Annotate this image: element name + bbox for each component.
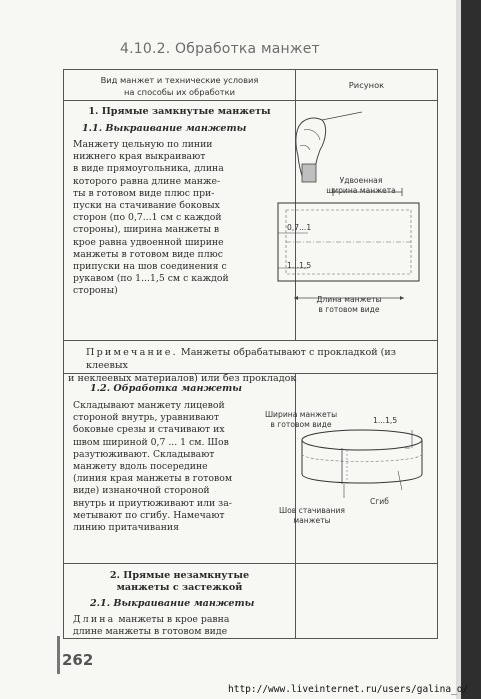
row-divider <box>64 563 437 564</box>
subsection-heading: 1.1. Выкраивание манжеты <box>82 123 247 134</box>
cuff-ring-figure <box>292 426 432 516</box>
book-spine-edge <box>461 0 481 699</box>
row-divider <box>64 340 437 341</box>
section-text: Складывают манжету лицевой стороной внутрь, уравнивают боковые срезы и стачивают их швом шириной 0,7 ... 1 см. Шов разутюживают. Складывают манжету вдоль посередине (линия края манжеты в готовом виде) изнаночной стороной внутрь и приутюживают или за- метывают по сгибу. Намечают линию притачивания <box>73 400 233 534</box>
header-col-figure: Рисунок <box>348 80 385 90</box>
note-text: Примечание. Манжеты обрабатывают с прокладкой (из клеевых и неклеевых материалов) или без прокладок <box>68 347 397 384</box>
label-seam-allowance: 0,7...1 <box>287 223 312 232</box>
subsection-heading: 1.2. Обработка манжеты <box>90 383 242 394</box>
page-number-bar <box>57 636 60 674</box>
instructions-table <box>63 69 438 639</box>
label-fold: Сгиб <box>370 497 389 506</box>
footer-url[interactable]: http://www.liveinternet.ru/users/galina_o/ <box>228 684 469 695</box>
label-double-width: Удвоенная ширина манжета <box>326 176 396 195</box>
label-attach-allowance: 1...1,5 <box>287 261 312 270</box>
section-text: Длина манжеты в крое равна длине манжеты в готовом виде <box>73 614 230 638</box>
page-title: 4.10.2. Обработка манжет <box>120 41 320 57</box>
section-text: Манжету цельную по линии нижнего края выкраивают в виде прямоугольника, длина которого равна длине манже- ты в готовом виде плюс при- пуски на стачивание боковых сторон (по 0,7...1 см с каждой стороны), ширина манжеты в крое равна удвоенной ширине манжеты в готовом виде плюс припуски на шов соединения с рукавом (по 1...1,5 см с каждой стороны) <box>73 139 229 297</box>
section-heading: 1. Прямые замкнутые манжеты <box>88 106 271 117</box>
label-finished-width: Ширина манжеты в готовом виде <box>264 410 338 429</box>
page-number: 262 <box>62 651 94 669</box>
header-divider <box>64 100 437 101</box>
label-allowance: 1...1,5 <box>373 416 398 425</box>
section-heading: 2. Прямые незамкнутые манжеты с застежкой <box>109 570 250 593</box>
subsection-heading: 2.1. Выкраивание манжеты <box>90 598 255 609</box>
label-cuff-length: Длина манжеты в готовом виде <box>316 295 382 314</box>
header-col-description: Вид манжет и технические условия на способы их обработки <box>100 75 259 97</box>
label-seam: Шов стачивания манжеты <box>279 506 345 525</box>
